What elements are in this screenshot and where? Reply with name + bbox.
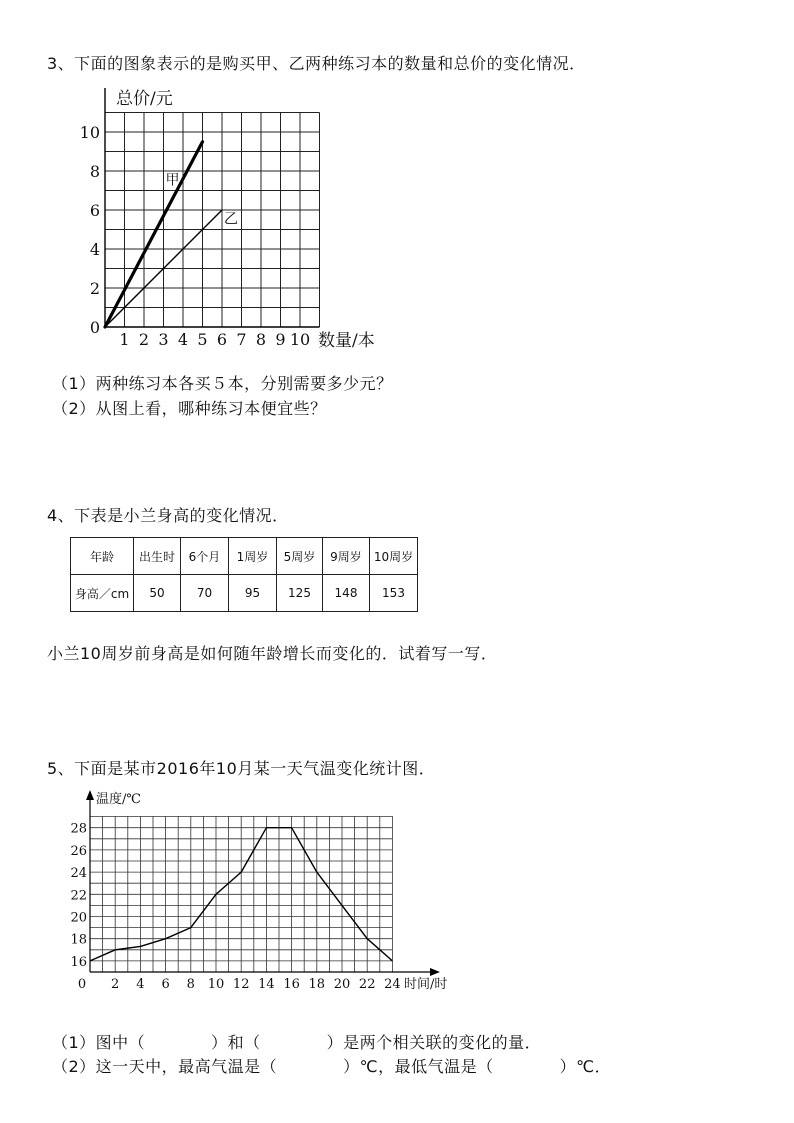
table-cell: 出生时: [134, 538, 181, 575]
x-tick-label: 2: [138, 330, 150, 349]
y-tick-label: 28: [70, 821, 87, 837]
x-tick-label: 3: [158, 330, 169, 349]
y-tick-label: 8: [89, 162, 100, 181]
x-tick-label: 20: [333, 977, 351, 992]
x-tick-label: 8: [186, 977, 195, 992]
y-tick-label: 6: [89, 201, 100, 220]
x-tick-label: 24: [384, 977, 401, 992]
table-cell: 1周岁: [229, 538, 277, 575]
x-tick-label: 1: [119, 330, 130, 349]
table-cell: 148: [323, 575, 370, 612]
x-tick-label: 14: [258, 977, 275, 992]
y-tick-label: 22: [70, 888, 87, 904]
q4-title: 4、下表是小兰身高的变化情况．: [47, 506, 289, 525]
x-tick-label: 0: [77, 977, 87, 992]
table-cell: 年龄: [71, 538, 134, 575]
series-label-yi: 乙: [223, 211, 238, 228]
y-tick-label: 24: [70, 866, 87, 882]
table-cell: 70: [181, 575, 229, 612]
x-tick-label: 4: [177, 330, 189, 349]
table-cell: 125: [277, 575, 323, 612]
x-tick-label: 7: [236, 330, 247, 349]
y-tick-label: 2: [89, 279, 100, 298]
y-tick-label: 20: [70, 910, 87, 926]
y-tick-label: 4: [89, 240, 100, 259]
x-tick-label: 18: [308, 977, 326, 992]
x-tick-label: 22: [358, 977, 376, 992]
q3-sub1: （1）两种练习本各买５本，分别需要多少元？: [52, 374, 393, 393]
q3-title: 3、下面的图象表示的是购买甲、乙两种练习本的数量和总价的变化情况．: [47, 54, 586, 73]
chart2-grid: [90, 816, 392, 972]
x-tick-label: 9: [275, 330, 286, 349]
x-tick-label: 10: [207, 977, 225, 992]
y-tick-label: 26: [70, 843, 87, 859]
chart2-x-axis-label: 时间/时: [404, 977, 448, 992]
chart1-y-axis-label: 总价/元: [116, 89, 173, 109]
q3-sub2: （2）从图上看，哪种练习本便宜些？: [52, 399, 327, 418]
series-label-jia: 甲: [165, 172, 180, 189]
x-tick-label: 2: [111, 977, 120, 992]
table-cell: 身高／cm: [71, 575, 134, 612]
q5-sub2: （2）这一天中，最高气温是（ ）℃，最低气温是（ ）℃．: [52, 1057, 612, 1076]
x-tick-label: 6: [216, 330, 228, 349]
y-tick-label: 18: [70, 932, 87, 948]
table-cell: 6个月: [181, 538, 229, 575]
y-tick-label: 16: [70, 954, 87, 970]
x-tick-label: 10: [289, 330, 311, 349]
q5-sub1: （1）图中（ ）和（ ）是两个相关联的变化的量．: [52, 1033, 542, 1052]
x-tick-label: 6: [161, 977, 170, 992]
q5-title: 5、下面是某市2016年10月某一天气温变化统计图．: [47, 759, 436, 778]
y-axis-arrow: [86, 790, 94, 800]
x-tick-label: 12: [232, 977, 250, 992]
chart2-y-axis-label: 温度/℃: [96, 792, 141, 807]
table-cell: 10周岁: [370, 538, 418, 575]
y-tick-label: 10: [79, 123, 100, 142]
x-tick-label: 4: [136, 977, 145, 992]
chart2-tick-labels: [70, 822, 400, 992]
x-tick-label: 5: [197, 330, 208, 349]
x-tick-label: 8: [255, 330, 267, 349]
x-tick-label: 16: [283, 977, 300, 992]
chart1-x-axis-label: 数量/本: [318, 331, 375, 351]
table-cell: 95: [229, 575, 277, 612]
table-cell: 153: [370, 575, 418, 612]
x-axis-arrow: [430, 968, 440, 976]
table-cell: 50: [134, 575, 181, 612]
q4-prompt: 小兰10周岁前身高是如何随年龄增长而变化的．试着写一写．: [47, 644, 498, 663]
table-cell: 9周岁: [323, 538, 370, 575]
y-tick-label: 0: [89, 318, 100, 337]
table-cell: 5周岁: [277, 538, 323, 575]
